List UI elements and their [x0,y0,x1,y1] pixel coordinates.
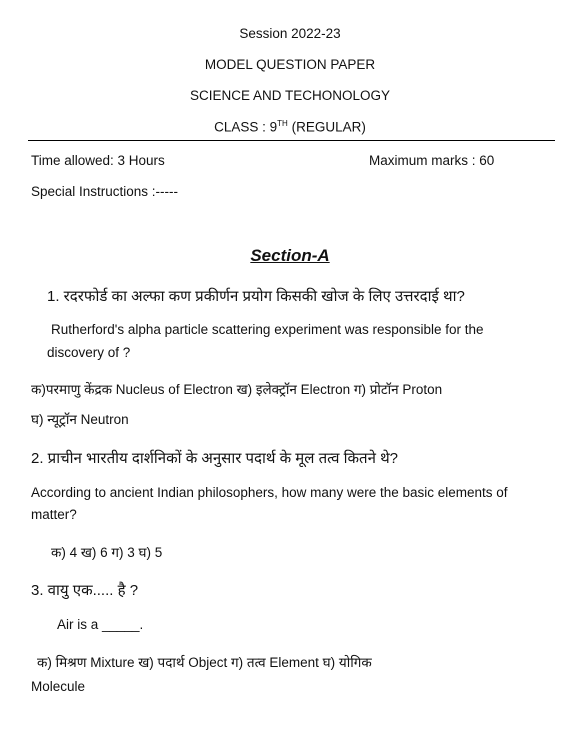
subject-title: SCIENCE AND TECHONOLOGY [189,88,391,103]
question-2-options: क) 4 ख) 6 ग) 3 घ) 5 [51,545,163,560]
session-label: Session 2022-23 [239,26,341,41]
question-1-options-line2: घ) न्यूट्रॉन Neutron [31,412,129,427]
question-3-english: Air is a _____. [57,617,144,632]
paper-title: MODEL QUESTION PAPER [204,57,376,72]
question-3-hindi: 3. वायु एक..... है ? [31,582,139,599]
question-1-english-line1: Rutherford's alpha particle scattering experiment was responsible for the [51,322,484,337]
special-instructions: Special Instructions :----- [31,184,179,199]
question-2-hindi: 2. प्राचीन भारतीय दार्शनिकों के अनुसार पदार्थ के मूल तत्व कितने थे? [31,450,399,467]
maximum-marks: Maximum marks : 60 [369,153,495,168]
section-title: Section-A [250,246,330,265]
question-1-hindi: 1. रदरफोर्ड का अल्फा कण प्रकीर्णन प्रयोग किसकी खोज के लिए उत्तरदाई था? [47,288,465,305]
class-prefix: CLASS : 9 [214,119,278,135]
header-divider [28,140,555,141]
question-3-options-line2: Molecule [31,679,86,694]
class-superscript: TH [277,119,288,128]
question-2-english-line2: matter? [31,507,77,522]
class-suffix: (REGULAR) [287,119,366,135]
time-allowed: Time allowed: 3 Hours [31,153,165,168]
question-3-options-line1: क) मिश्रण Mixture ख) पदार्थ Object ग) तत्व Element घ) योगिक [37,655,372,670]
question-2-english-line1: According to ancient Indian philosophers, how many were the basic elements of [31,485,508,500]
class-label [0,119,580,135]
question-1-english-line2: discovery of ? [47,345,131,360]
question-1-options-line1: क)परमाणु केंद्रक Nucleus of Electron ख) इलेक्ट्रॉन Electron ग) प्रोटॉन Proton [31,382,443,397]
